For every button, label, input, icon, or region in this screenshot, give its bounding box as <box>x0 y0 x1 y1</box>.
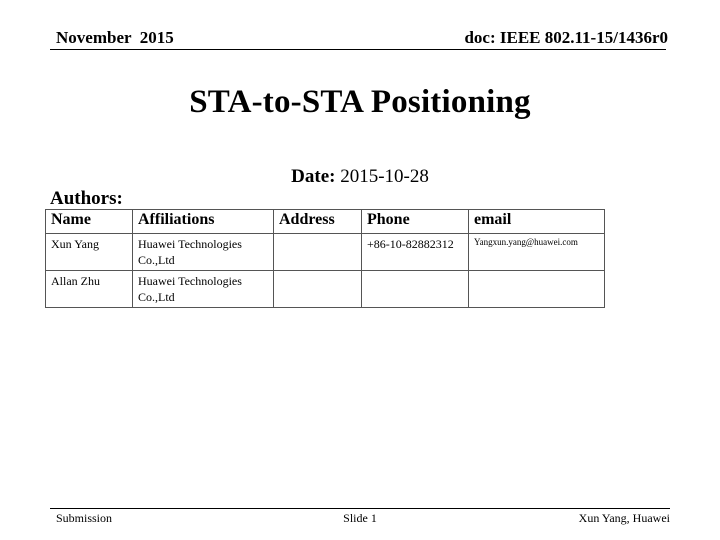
column-header-affiliations: Affiliations <box>133 210 274 234</box>
author-email-cell: Yangxun.yang@huawei.com <box>469 234 605 271</box>
header-date: November 2015 <box>56 28 174 47</box>
date-value: 2015-10-28 <box>340 166 429 187</box>
authors-heading: Authors: <box>50 188 123 209</box>
author-phone-cell <box>362 271 469 308</box>
author-affiliation-cell: Huawei Technologies Co.,Ltd <box>133 271 274 308</box>
footer-slide-number: Slide 1 <box>343 511 377 525</box>
author-phone-cell: +86-10-82882312 <box>362 234 469 271</box>
author-address-cell <box>274 271 362 308</box>
authors-table <box>45 209 605 308</box>
table-row <box>46 271 605 308</box>
author-email-cell <box>469 271 605 308</box>
column-header-name: Name <box>46 210 133 234</box>
author-name-cell: Xun Yang <box>46 234 133 271</box>
table-header-row <box>46 210 605 234</box>
date-label: Date: <box>291 166 336 187</box>
date-line <box>0 166 720 188</box>
slide-title: STA-to-STA Positioning <box>189 84 531 120</box>
author-affiliation-cell: Huawei Technologies Co.,Ltd <box>133 234 274 271</box>
footer-author: Xun Yang, Huawei <box>578 511 670 525</box>
header-divider <box>50 49 666 50</box>
column-header-phone: Phone <box>362 210 469 234</box>
column-header-address: Address <box>274 210 362 234</box>
author-address-cell <box>274 234 362 271</box>
column-header-email: email <box>469 210 605 234</box>
author-name-cell: Allan Zhu <box>46 271 133 308</box>
footer-submission: Submission <box>56 511 113 525</box>
table-row <box>46 234 605 271</box>
footer-divider <box>50 508 670 509</box>
header-doc-id: doc: IEEE 802.11-15/1436r0 <box>464 28 668 47</box>
